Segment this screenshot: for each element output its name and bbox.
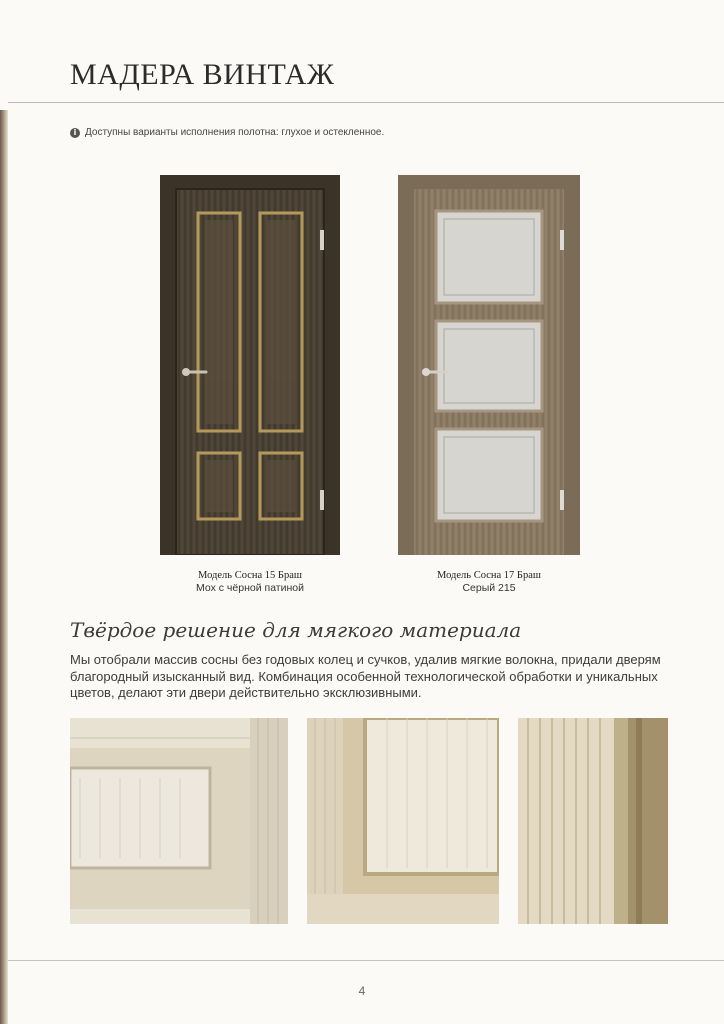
header-divider — [8, 102, 724, 103]
page-title: МАДЕРА ВИНТАЖ — [70, 58, 335, 91]
left-edge-strip — [0, 110, 8, 1024]
door-caption-1 — [150, 569, 350, 595]
door-image-sosna-15 — [160, 175, 340, 555]
footer-divider — [8, 960, 724, 961]
door-model-name: Модель Сосна 15 Браш — [198, 570, 302, 581]
door-finish: Серый 215 — [462, 582, 516, 594]
door-model-name: Модель Сосна 17 Браш — [437, 570, 541, 581]
availability-note-text: Доступны варианты исполнения полотна: глухое и остекленное. — [85, 127, 385, 138]
section-title: Твёрдое решение для мягкого материала — [70, 618, 522, 642]
page-number: 4 — [358, 984, 366, 998]
door-image-sosna-17 — [398, 175, 580, 555]
door-caption-2 — [389, 569, 589, 595]
section-body: Мы отобрали массив сосны без годовых колец и сучков, удалив мягкие волокна, придали дверям благородный изысканный вид. Комбинация особенной технологической обработки и уникальных цветов, делают эти двери действительно эксклюзивными. — [70, 652, 661, 700]
texture-photo-2 — [307, 718, 499, 924]
availability-note — [70, 127, 384, 138]
texture-photo-3 — [518, 718, 668, 924]
door-finish: Мох с чёрной патиной — [196, 582, 304, 594]
texture-photo-1 — [70, 718, 288, 924]
info-icon: i — [70, 128, 80, 138]
